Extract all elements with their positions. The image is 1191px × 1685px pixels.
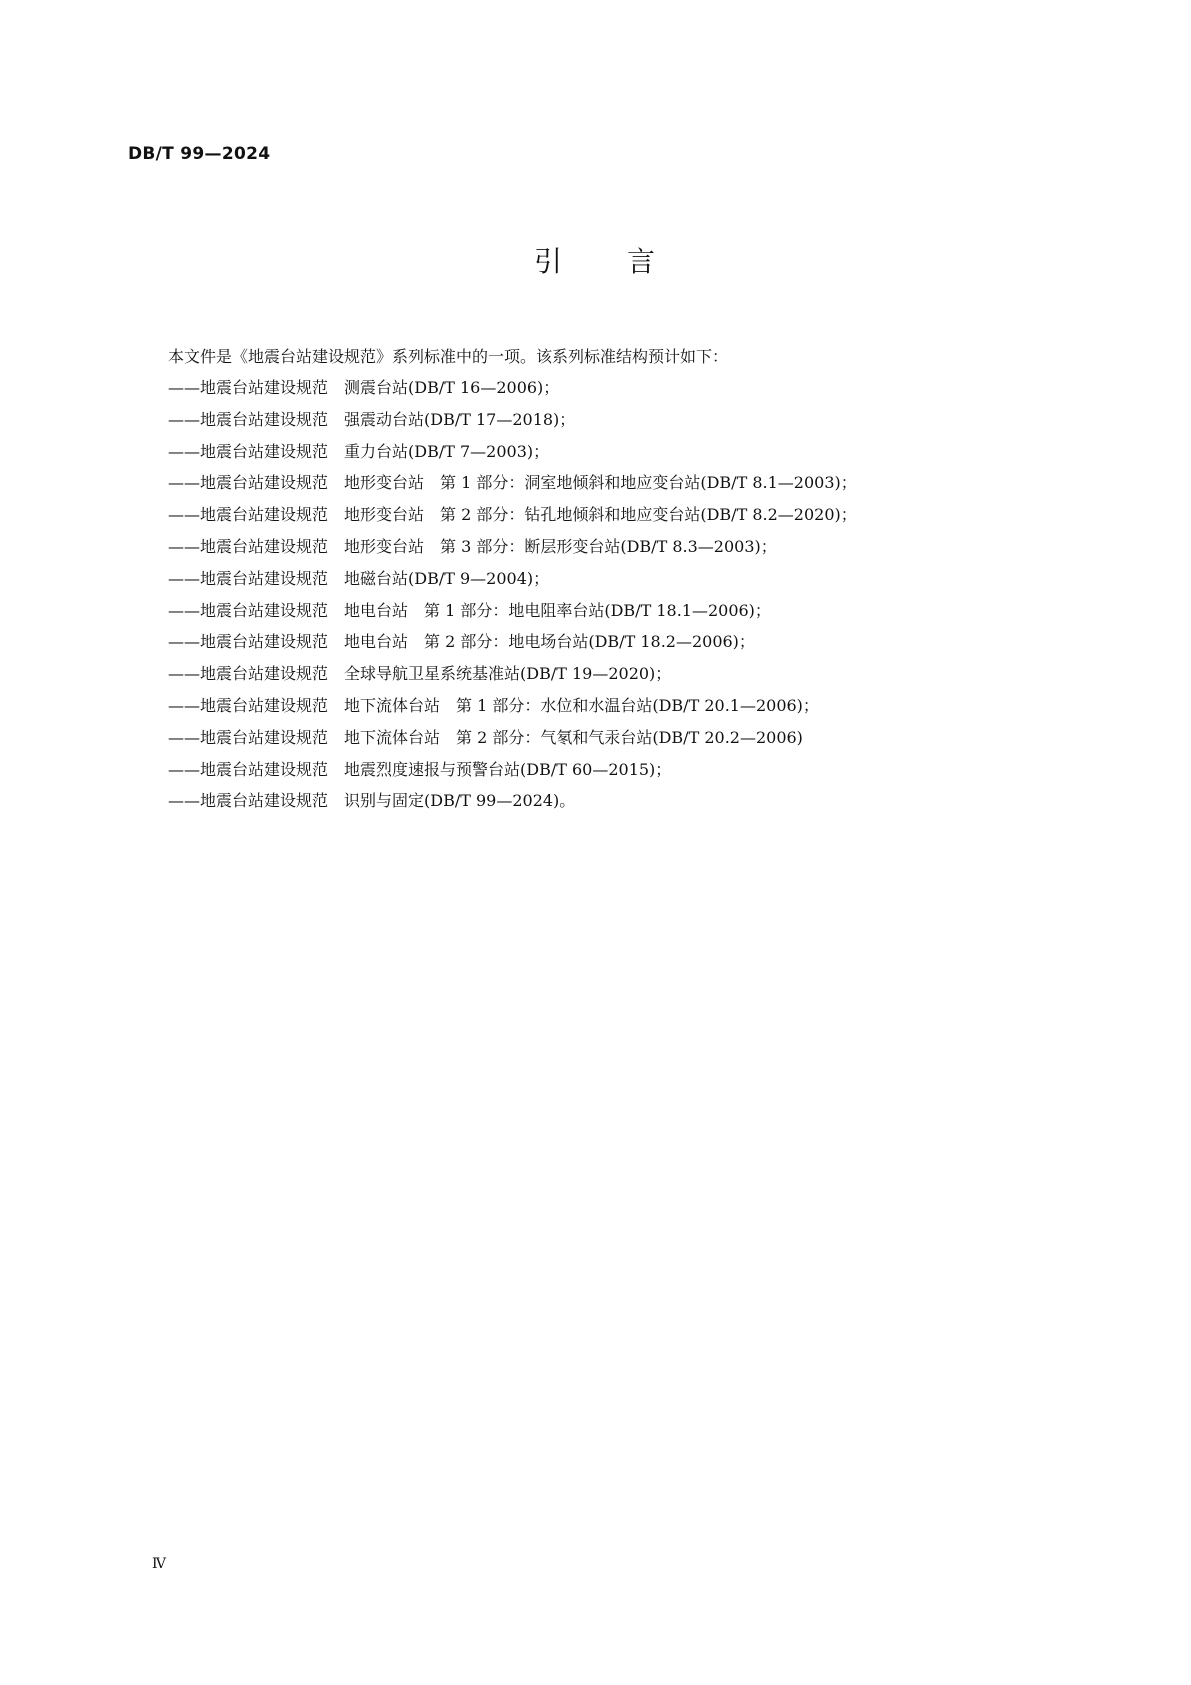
list-item: ——地震台站建设规范 地形变台站 第 1 部分：洞室地倾斜和地应变台站(DB/T 8.1—2003)； <box>168 473 857 493</box>
section-title: 引 言 <box>534 245 657 278</box>
list-item: ——地震台站建设规范 强震动台站(DB/T 17—2018)； <box>168 409 576 429</box>
document-code: DB/T 99—2024 <box>128 144 271 164</box>
page-number: Ⅳ <box>152 1556 166 1572</box>
list-item: ——地震台站建设规范 地形变台站 第 3 部分：断层形变台站(DB/T 8.3—2003)； <box>168 536 777 556</box>
list-item: ——地震台站建设规范 地下流体台站 第 1 部分：水位和水温台站(DB/T 20.1—2006)； <box>168 695 819 715</box>
list-item: ——地震台站建设规范 重力台站(DB/T 7—2003)； <box>168 441 550 461</box>
list-item: ——地震台站建设规范 地电台站 第 1 部分：地电阻率台站(DB/T 18.1—2006)； <box>168 600 771 620</box>
list-item: ——地震台站建设规范 全球导航卫星系统基准站(DB/T 19—2020)； <box>168 664 672 684</box>
list-item: ——地震台站建设规范 地形变台站 第 2 部分：钻孔地倾斜和地应变台站(DB/T 8.2—2020)； <box>168 505 857 525</box>
list-item: ——地震台站建设规范 地磁台站(DB/T 9—2004)； <box>168 568 550 588</box>
list-item: ——地震台站建设规范 地下流体台站 第 2 部分：气氡和气汞台站(DB/T 20.2—2006) <box>168 727 803 747</box>
intro-paragraph: 本文件是《地震台站建设规范》系列标准中的一项。该系列标准结构预计如下： <box>168 347 729 366</box>
list-item: ——地震台站建设规范 地电台站 第 2 部分：地电场台站(DB/T 18.2—2006)； <box>168 632 755 652</box>
list-item: ——地震台站建设规范 识别与固定(DB/T 99—2024)。 <box>168 791 576 811</box>
list-item: ——地震台站建设规范 地震烈度速报与预警台站(DB/T 60—2015)； <box>168 759 672 779</box>
list-item: ——地震台站建设规范 测震台站(DB/T 16—2006)； <box>168 378 560 397</box>
standards-series-list <box>168 372 857 817</box>
